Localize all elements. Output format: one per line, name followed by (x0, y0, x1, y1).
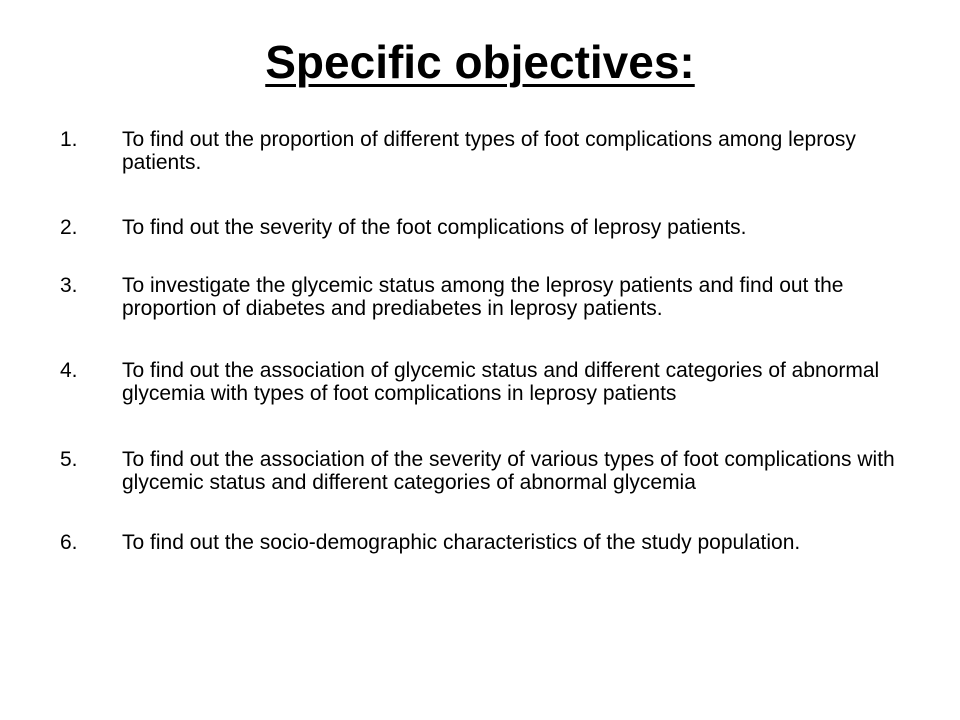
objective-text: To find out the association of glycemic status and different categories of abnormal glycemia with types of foot complications in leprosy patients (122, 359, 880, 405)
objective-item (60, 128, 910, 174)
objective-item (60, 274, 910, 320)
objective-text: To find out the association of the severity of various types of foot complications with glycemic status and different categories of abnormal glycemia (122, 448, 895, 494)
objective-number: 2. (60, 216, 78, 239)
objective-item (60, 531, 910, 554)
objective-text: To find out the socio-demographic characteristics of the study population. (122, 531, 801, 554)
objective-text: To investigate the glycemic status among the leprosy patients and find out the proportion of diabetes and prediabetes in leprosy patients. (122, 274, 844, 320)
objective-number: 4. (60, 359, 78, 382)
objective-text: To find out the severity of the foot complications of leprosy patients. (122, 216, 747, 239)
objective-text: To find out the proportion of different types of foot complications among leprosy patients. (122, 128, 856, 174)
objective-number: 5. (60, 448, 78, 471)
objective-item (60, 359, 910, 405)
objectives-list (60, 128, 910, 554)
objective-item (60, 216, 910, 239)
objective-item (60, 448, 910, 494)
objective-number: 6. (60, 531, 78, 554)
objective-number: 1. (60, 128, 78, 151)
slide-title: Specific objectives: (265, 36, 695, 88)
objective-number: 3. (60, 274, 78, 297)
